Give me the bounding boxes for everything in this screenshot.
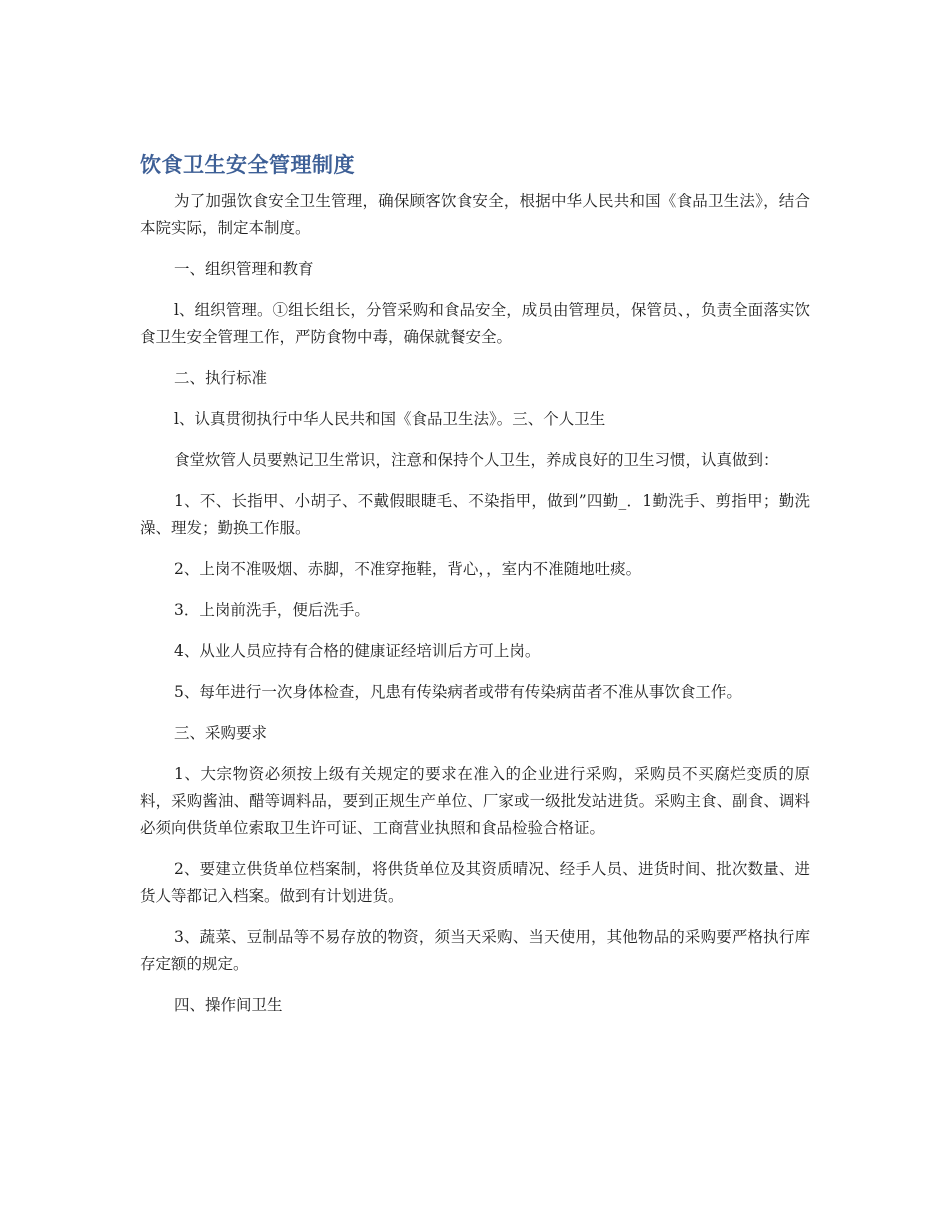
hygiene-item-3: 3．上岗前洗手，便后洗手。 [174, 601, 370, 619]
purchasing-item-1: 1、大宗物资必须按上级有关规定的要求在准入的企业进行采购，采购员不买腐烂变质的原料，采购酱油、醋等调料品，要到正规生产单位、厂家或一级批发站进货。采购主食、副食、调料必须向供货单位索取卫生许可证、工商营业执照和食品检验合格证。 [140, 765, 810, 837]
section-heading-purchasing: 三、采购要求 [174, 724, 268, 742]
document-title: 饮食卫生安全管理制度 [140, 153, 355, 177]
purchasing-item-2: 2、要建立供货单位档案制，将供货单位及其资质晴况、经手人员、进货时间、批次数量、进货人等都记入档案。做到有计划进货。 [140, 860, 810, 905]
hygiene-item-2: 2、上岗不准吸烟、赤脚，不准穿拖鞋，背心，，室内不准随地吐痰。 [174, 560, 642, 578]
standards-paragraph: l、认真贯彻执行中华人民共和国《食品卫生法》。三、个人卫生 [174, 410, 606, 428]
organization-paragraph: l、组织管理。①组长组长，分管采购和食品安全，成员由管理员，保管员、，负责全面落实饮食卫生安全管理工作，严防食物中毒，确保就餐安全。 [140, 301, 810, 346]
hygiene-item-1: 1、不、长指甲、小胡子、不戴假眼睫毛、不染指甲，做到”四勤_．1勤洗手、剪指甲；勤洗澡、理发；勤换工作服。 [140, 492, 810, 537]
hygiene-item-5: 5、每年进行一次身体检查，凡患有传染病者或带有传染病苗者不准从事饮食工作。 [174, 683, 742, 701]
section-heading-kitchen: 四、操作间卫生 [174, 996, 283, 1014]
personal-hygiene-intro: 食堂炊管人员要熟记卫生常识，注意和保持个人卫生，养成良好的卫生习惯，认真做到： [174, 451, 779, 469]
document-page [140, 150, 810, 1033]
section-heading-standards: 二、执行标准 [174, 369, 268, 387]
intro-paragraph: 为了加强饮食安全卫生管理，确保顾客饮食安全，根据中华人民共和国《食品卫生法》，结合本院实际，制定本制度。 [140, 192, 810, 237]
purchasing-item-3: 3、蔬菜、豆制品等不易存放的物资，须当天采购、当天使用，其他物品的采购要严格执行库存定额的规定。 [140, 928, 810, 973]
section-heading-organization: 一、组织管理和教育 [174, 260, 314, 278]
hygiene-item-4: 4、从业人员应持有合格的健康证经培训后方可上岗。 [174, 642, 541, 660]
